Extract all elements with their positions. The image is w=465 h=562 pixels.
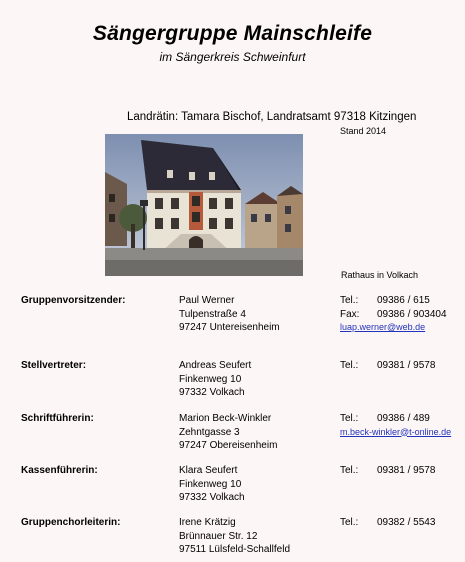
contact-details xyxy=(340,294,447,335)
person-street: Finkenweg 10 xyxy=(179,478,242,490)
tel-number: 09382 / 5543 xyxy=(377,517,436,528)
person-address xyxy=(179,516,290,557)
tel-number: 09381 / 9578 xyxy=(377,360,436,371)
landraetin-line: Landrätin: Tamara Bischof, Landratsamt 97318 Kitzingen xyxy=(127,111,417,123)
tel-label: Tel.: xyxy=(340,360,359,371)
role-label: Gruppenvorsitzender: xyxy=(21,295,126,306)
person-street: Tulpenstraße 4 xyxy=(179,308,246,320)
tel-label: Tel.: xyxy=(340,295,359,306)
fax-label: Fax: xyxy=(340,308,360,320)
person-name: Andreas Seufert xyxy=(179,360,252,371)
person-city: 97247 Untereisenheim xyxy=(179,322,280,333)
tel-label: Tel.: xyxy=(340,413,359,424)
role-label: Schriftführerin: xyxy=(21,413,94,424)
contact-details xyxy=(340,412,451,439)
person-address xyxy=(179,359,251,400)
contact-details xyxy=(340,464,435,478)
stand-date: Stand 2014 xyxy=(340,126,387,136)
page-subtitle: im Sängerkreis Schweinfurt xyxy=(159,50,306,64)
person-city: 97332 Volkach xyxy=(179,387,245,398)
person-name: Marion Beck-Winkler xyxy=(179,413,272,424)
person-name: Klara Seufert xyxy=(179,465,238,476)
tel-number: 09386 / 489 xyxy=(377,413,430,424)
role-label: Gruppenchorleiterin: xyxy=(21,517,121,528)
tel-label: Tel.: xyxy=(340,465,359,476)
fax-number: 09386 / 903404 xyxy=(377,308,447,320)
contact-details xyxy=(340,516,435,530)
person-address xyxy=(179,412,277,453)
rathaus-photo xyxy=(105,134,303,276)
tel-number: 09381 / 9578 xyxy=(377,465,436,476)
email-link[interactable]: luap.werner@web.de xyxy=(340,322,426,332)
photo-caption: Rathaus in Volkach xyxy=(341,270,419,280)
tel-label: Tel.: xyxy=(340,517,359,528)
email-link[interactable]: m.beck-winkler@t-online.de xyxy=(340,426,452,437)
person-street: Brünnauer Str. 12 xyxy=(179,530,258,542)
role-label: Stellvertreter: xyxy=(21,360,87,371)
contact-details xyxy=(340,359,435,373)
role-label: Kassenführerin: xyxy=(21,465,98,476)
person-address xyxy=(179,464,245,505)
person-city: 97247 Obereisenheim xyxy=(179,440,278,451)
person-street: Zehntgasse 3 xyxy=(179,426,240,438)
person-name: Irene Krätzig xyxy=(179,517,236,528)
person-street: Finkenweg 10 xyxy=(179,373,242,385)
person-name: Paul Werner xyxy=(179,295,235,306)
person-city: 97332 Volkach xyxy=(179,492,245,503)
page-title: Sängergruppe Mainschleife xyxy=(92,22,373,45)
person-address xyxy=(179,294,280,335)
tel-number: 09386 / 615 xyxy=(377,295,430,306)
person-city: 97511 Lülsfeld-Schallfeld xyxy=(179,544,291,555)
